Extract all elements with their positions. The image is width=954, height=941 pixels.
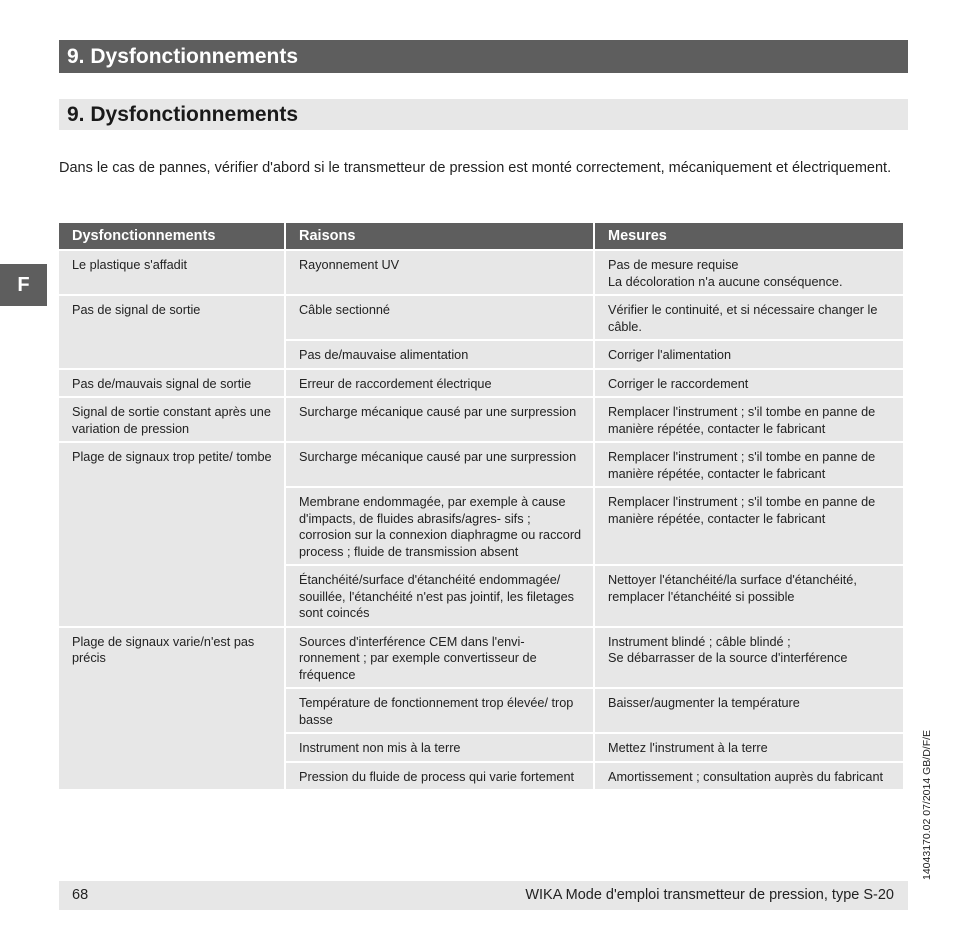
measure-cell: Amortissement ; consultation auprès du fabricant xyxy=(595,763,903,790)
page-footer xyxy=(59,881,908,910)
measure-cell: Remplacer l'instrument ; s'il tombe en panne de manière répétée, contacter le fabricant xyxy=(595,488,903,564)
reason-cell: Erreur de raccordement électrique xyxy=(286,370,593,397)
measure-cell: Mettez l'instrument à la terre xyxy=(595,734,903,761)
fault-cell: Pas de/mauvais signal de sortie xyxy=(59,370,284,397)
language-tab: F xyxy=(0,264,47,306)
fault-cell: Plage de signaux varie/n'est pas précis xyxy=(59,628,284,790)
reason-cell: Surcharge mécanique causé par une surpression xyxy=(286,443,593,486)
reason-cell: Câble sectionné xyxy=(286,296,593,339)
fault-cell: Plage de signaux trop petite/ tombe xyxy=(59,443,284,626)
intro-paragraph: Dans le cas de pannes, vérifier d'abord si le transmetteur de pression est monté correctement, mécaniquement et électriquement. xyxy=(59,160,892,176)
measure-cell: Instrument blindé ; câble blindé ; Se débarrasser de la source d'interférence xyxy=(595,628,903,688)
measure-cell: Remplacer l'instrument ; s'il tombe en panne de manière répétée, contacter le fabricant xyxy=(595,398,903,441)
measure-cell: Corriger le raccordement xyxy=(595,370,903,397)
table-row xyxy=(59,628,903,688)
fault-cell: Pas de signal de sortie xyxy=(59,296,284,368)
column-header-faults: Dysfonctionnements xyxy=(59,223,284,249)
troubleshooting-table xyxy=(57,221,905,791)
reason-cell: Instrument non mis à la terre xyxy=(286,734,593,761)
table-row xyxy=(59,251,903,294)
table-row xyxy=(59,443,903,486)
column-header-reasons: Raisons xyxy=(286,223,593,249)
table-row xyxy=(59,370,903,397)
section-title: 9. Dysfonctionnements xyxy=(59,99,908,130)
page-number: 68 xyxy=(72,887,89,903)
table-row xyxy=(59,296,903,339)
document-code: 14043170.02 07/2014 GB/D/F/E xyxy=(921,729,933,880)
column-header-measures: Mesures xyxy=(595,223,903,249)
document-title: WIKA Mode d'emploi transmetteur de pression, type S-20 xyxy=(525,887,894,903)
measure-cell: Corriger l'alimentation xyxy=(595,341,903,368)
measure-cell: Remplacer l'instrument ; s'il tombe en panne de manière répétée, contacter le fabricant xyxy=(595,443,903,486)
fault-cell: Le plastique s'affadit xyxy=(59,251,284,294)
fault-cell: Signal de sortie constant après une variation de pression xyxy=(59,398,284,441)
reason-cell: Température de fonctionnement trop élevée/ trop basse xyxy=(286,689,593,732)
reason-cell: Sources d'interférence CEM dans l'envi- ronnement ; par exemple convertisseur de fréquence xyxy=(286,628,593,688)
reason-cell: Membrane endommagée, par exemple à cause d'impacts, de fluides abrasifs/agres- sifs ; corrosion sur la connexion diaphragme ou raccord process ; fluide de transmission absent xyxy=(286,488,593,564)
table-row xyxy=(59,398,903,441)
chapter-title-bar: 9. Dysfonctionnements xyxy=(59,40,908,73)
reason-cell: Surcharge mécanique causé par une surpression xyxy=(286,398,593,441)
reason-cell: Pression du fluide de process qui varie fortement xyxy=(286,763,593,790)
table-body xyxy=(59,251,903,789)
measure-cell: Pas de mesure requise La décoloration n'a aucune conséquence. xyxy=(595,251,903,294)
measure-cell: Vérifier le continuité, et si nécessaire changer le câble. xyxy=(595,296,903,339)
reason-cell: Rayonnement UV xyxy=(286,251,593,294)
measure-cell: Baisser/augmenter la température xyxy=(595,689,903,732)
reason-cell: Pas de/mauvaise alimentation xyxy=(286,341,593,368)
measure-cell: Nettoyer l'étanchéité/la surface d'étanchéité, remplacer l'étanchéité si possible xyxy=(595,566,903,626)
table-header-row xyxy=(59,223,903,249)
reason-cell: Étanchéité/surface d'étanchéité endommagée/ souillée, l'étanchéité n'est pas jointif, les filetages sont coincés xyxy=(286,566,593,626)
